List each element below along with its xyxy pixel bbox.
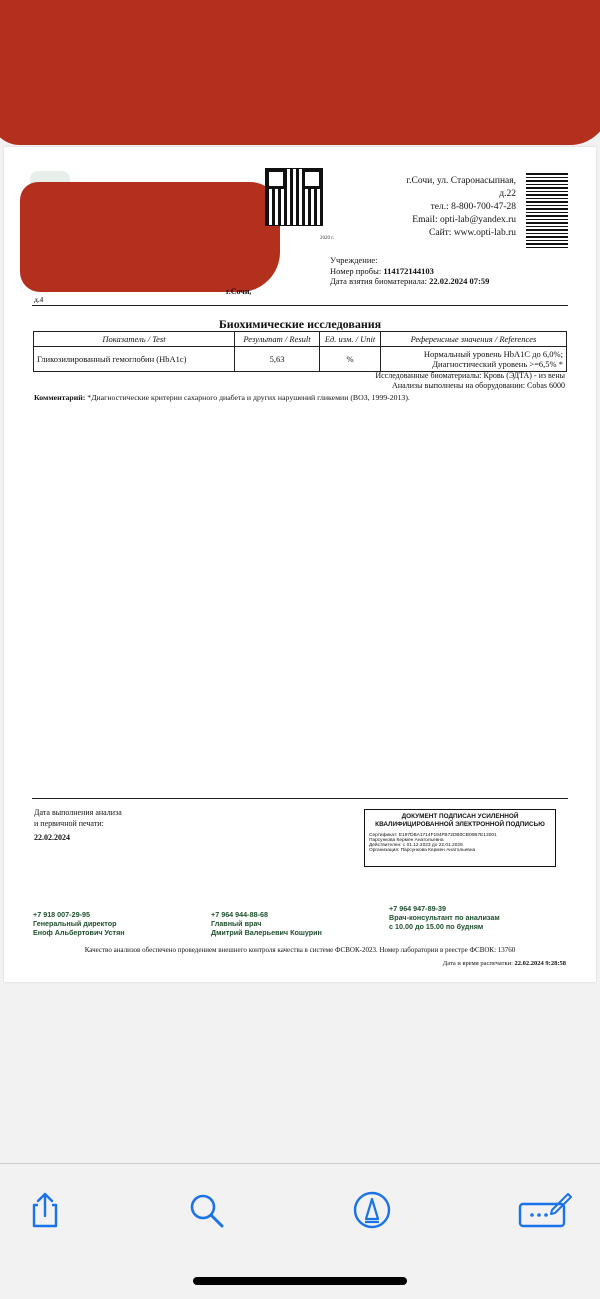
header-test: Показатель / Test: [34, 332, 235, 347]
table-row: [34, 347, 567, 372]
comment: [34, 393, 410, 402]
signature-valid: Действителен: с 01.12.2023 до 22.01.2025: [369, 843, 463, 848]
markup-button[interactable]: [352, 1190, 392, 1230]
signature-cert: Сертификат: E197DBA1714F194FB72DB0CB00B7E13001: [369, 833, 497, 838]
header-references: Референсные значения / References: [381, 332, 567, 347]
cell-references: [381, 347, 567, 372]
contact-name: Дмитрий Валерьевич Кошурин: [211, 928, 322, 937]
signature-owner: Парсункова Кермен Анатольевна: [369, 838, 444, 843]
divider: [32, 305, 568, 306]
exec-date: 22.02.2024: [34, 833, 70, 842]
lab-phone: тел.: 8-800-700-47-28: [430, 202, 516, 212]
cell-test: Гликозилированный гемоглобин (HbA1c): [34, 347, 235, 372]
sample-number: 114172144103: [383, 265, 434, 276]
institution-label: Учреждение:: [330, 255, 378, 265]
exec-label-1: Дата выполнения анализа: [34, 808, 122, 817]
signature-box: [364, 809, 556, 867]
biomaterial-info: [375, 371, 565, 391]
document-page: [4, 147, 596, 982]
sample-number-row: [330, 266, 489, 277]
search-button[interactable]: [186, 1190, 226, 1230]
contact-phone: +7 964 947-89-39: [389, 904, 446, 913]
biomaterial: Исследованные биоматериалы: Кровь (ЭДТА) - из вены: [375, 371, 565, 380]
execution-date-block: [34, 808, 122, 844]
contact-consultant: [389, 904, 500, 931]
header-result: Результат / Result: [235, 332, 320, 347]
equipment: Анализы выполнены на оборудовании: Cobas 6000: [392, 381, 565, 390]
signature-org: Организация: Парсункова Кермен Анатольевна: [369, 848, 476, 853]
results-table: [33, 331, 567, 372]
share-icon: [25, 1190, 65, 1230]
comment-text: *Диагностические критерии сахарного диабета и других нарушений гликемии (ВОЗ, 1999-2013).: [87, 393, 410, 402]
form-fill-button[interactable]: [518, 1190, 574, 1230]
contact-role: Генеральный директор: [33, 919, 117, 928]
section-title: Биохимические исследования: [218, 317, 382, 331]
quality-note: Качество анализов обеспечено проведением внешнего контроля качества в системе ФСВОК-2023. Номер лаборатории в реестре ФСВОК: 13760: [84, 946, 516, 954]
signature-title: [369, 813, 551, 829]
print-date: [443, 960, 566, 967]
signature-title-2: КВАЛИФИЦИРОВАННОЙ ЭЛЕКТРОННОЙ ПОДПИСЬЮ: [375, 821, 545, 828]
redaction-header-2: [154, 197, 264, 227]
lab-address-line1: г.Сочи, ул. Старонасыпная,: [406, 176, 516, 186]
contact-role: Главный врач: [211, 919, 262, 928]
form-fill-icon: [518, 1190, 574, 1230]
sample-date-row: [330, 276, 489, 287]
contact-hours: с 10.00 до 15.00 по будням: [389, 922, 484, 931]
reference-line2: Диагностический уровень >=6,5% *: [432, 359, 563, 369]
exec-label-2: и первичной печати:: [34, 818, 104, 828]
patient-address: д.4: [34, 295, 44, 304]
reference-line1: Нормальный уровень HbA1C до 6,0%;: [423, 349, 563, 359]
lab-address: [364, 175, 516, 240]
sample-date-label: Дата взятия биоматериала:: [330, 276, 427, 286]
contact-director: [33, 910, 125, 937]
lab-site: Сайт: www.opti-lab.ru: [429, 228, 516, 238]
header-unit: Ед. изм. / Unit: [320, 332, 381, 347]
search-icon: [186, 1190, 226, 1230]
print-value: 22.02.2024 9:28:58: [514, 960, 566, 967]
table-header-row: [34, 332, 567, 347]
lab-address-line2: д.22: [499, 189, 516, 199]
patient-city: г.Сочи,: [226, 287, 252, 296]
cell-result: 5,63: [235, 347, 320, 372]
contact-chief-doctor: [211, 910, 322, 937]
cell-unit: %: [320, 347, 381, 372]
sample-date: 22.02.2024 07:59: [429, 276, 490, 286]
lab-email: Email: opti-lab@yandex.ru: [412, 215, 516, 225]
contact-phone: +7 918 007-29-95: [33, 910, 90, 919]
contact-name: Еноф Альбертович Устян: [33, 928, 125, 937]
home-indicator[interactable]: [193, 1277, 407, 1285]
footer-divider: [32, 798, 568, 799]
qr-code: [266, 169, 322, 225]
sample-info: [330, 255, 489, 287]
qr-date: 2020 г.: [320, 236, 334, 241]
share-button[interactable]: [25, 1190, 65, 1230]
barcode: [526, 173, 568, 249]
print-label: Дата и время распечатки:: [442, 960, 513, 967]
contact-phone: +7 964 944-88-68: [211, 910, 268, 919]
comment-label: Комментарий:: [34, 393, 86, 402]
markup-icon: [352, 1190, 392, 1230]
sample-number-label: Номер пробы:: [330, 265, 382, 276]
signature-title-1: ДОКУМЕНТ ПОДПИСАН УСИЛЕННОЙ: [401, 813, 519, 820]
contact-role: Врач-консультант по анализам: [389, 913, 500, 922]
redaction-top: [0, 0, 600, 145]
